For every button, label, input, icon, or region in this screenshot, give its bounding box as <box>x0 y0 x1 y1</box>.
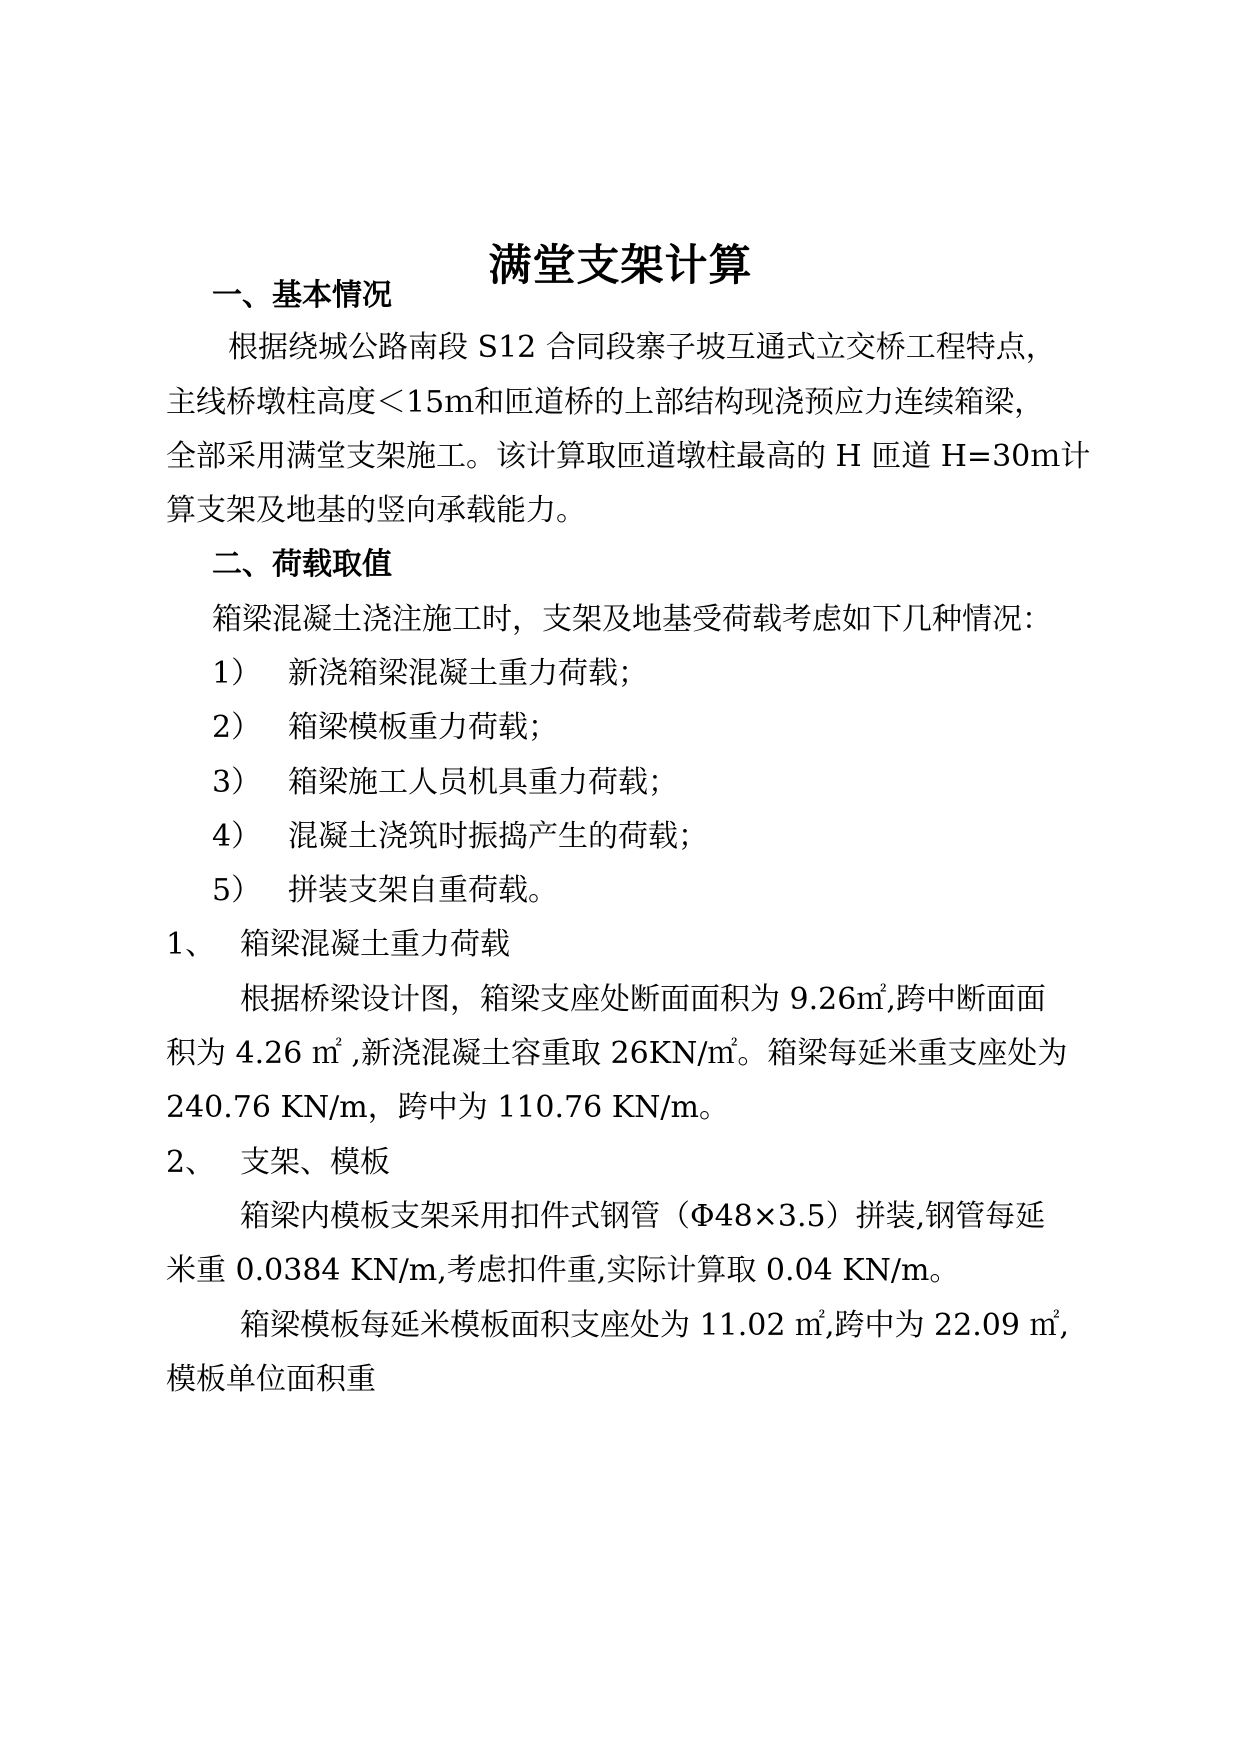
paragraph-line: 240.76 KN/m，跨中为 110.76 KN/m。 <box>166 1090 729 1125</box>
list-item-text: 混凝土浇筑时振捣产生的荷载； <box>288 819 708 854</box>
paragraph-line: 积为 4.26 ㎡ ,新浇混凝土容重取 26KN/㎡。箱梁每延米重支座处为 <box>166 1036 1068 1071</box>
subsection-heading-formwork <box>166 1143 1086 1183</box>
section-heading-loads: 二、荷载取值 <box>212 547 392 582</box>
paragraph-line: 箱梁内模板支架采用扣件式钢管（Φ48×3.5）拼装,钢管每延 <box>240 1199 1046 1234</box>
paragraph-line: 根据绕城公路南段 S12 合同段寨子坡互通式立交桥工程特点， <box>228 330 1056 365</box>
section-heading-basic: 一、基本情况 <box>212 278 392 313</box>
list-item <box>212 708 1132 748</box>
list-item-text: 拼装支架自重荷载。 <box>288 873 558 908</box>
subsection-title: 支架、模板 <box>240 1145 390 1180</box>
list-item-number: 4） <box>212 819 262 854</box>
list-item <box>212 871 1132 911</box>
paragraph-line: 主线桥墩柱高度＜15ｍ和匝道桥的上部结构现浇预应力连续箱梁， <box>166 385 1045 420</box>
list-item-text: 新浇箱梁混凝土重力荷载； <box>288 656 648 691</box>
paragraph-line: 全部采用满堂支架施工。该计算取匝道墩柱最高的 H 匝道 H=30ｍ计 <box>166 439 1091 474</box>
list-item-text: 箱梁施工人员机具重力荷载； <box>288 765 678 800</box>
subsection-title: 箱梁混凝土重力荷载 <box>240 927 510 962</box>
list-item-number: 3） <box>212 765 262 800</box>
paragraph-line: 模板单位面积重 <box>166 1362 376 1397</box>
paragraph-line: 根据桥梁设计图，箱梁支座处断面面积为 9.26㎡,跨中断面面 <box>240 982 1046 1017</box>
document-title: 满堂支架计算 <box>488 241 753 291</box>
paragraph-line: 箱梁混凝土浇注施工时，支架及地基受荷载考虑如下几种情况： <box>212 602 1052 637</box>
list-item-number: 1） <box>212 656 262 691</box>
list-item <box>212 817 1132 857</box>
subsection-number: 1、 <box>166 927 216 962</box>
subsection-number: 2、 <box>166 1145 216 1180</box>
paragraph-line: 米重 0.0384 KN/m,考虑扣件重,实际计算取 0.04 KN/m。 <box>166 1253 960 1288</box>
list-item-number: 5） <box>212 873 262 908</box>
list-item <box>212 763 1132 803</box>
list-item <box>212 654 1132 694</box>
paragraph-line: 箱梁模板每延米模板面积支座处为 11.02 ㎡,跨中为 22.09 ㎡, <box>240 1308 1069 1343</box>
paragraph-line: 算支架及地基的竖向承载能力。 <box>166 493 586 528</box>
list-item-number: 2） <box>212 710 262 745</box>
subsection-heading-concrete <box>166 925 1086 965</box>
list-item-text: 箱梁模板重力荷载； <box>288 710 558 745</box>
